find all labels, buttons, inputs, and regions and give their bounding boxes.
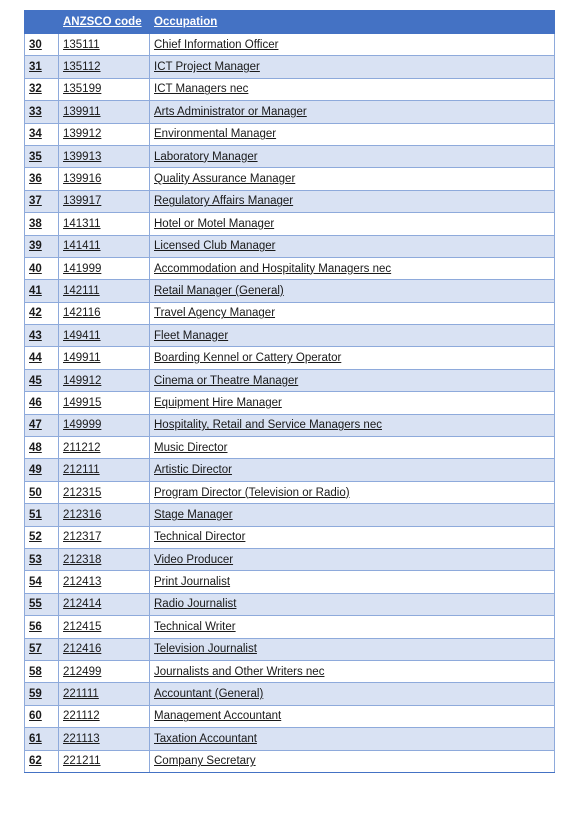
- row-number: 37: [25, 190, 59, 212]
- table-row: [25, 101, 555, 123]
- anzsco-code: 139917: [59, 190, 150, 212]
- row-number: 55: [25, 593, 59, 615]
- table-row: [25, 369, 555, 391]
- row-number: 54: [25, 571, 59, 593]
- row-number: 56: [25, 616, 59, 638]
- row-number: 41: [25, 280, 59, 302]
- table-row: [25, 459, 555, 481]
- row-number: 35: [25, 145, 59, 167]
- anzsco-code: 149911: [59, 347, 150, 369]
- occupation-name: Taxation Accountant: [150, 728, 555, 750]
- occupation-name: Technical Director: [150, 526, 555, 548]
- row-number: 44: [25, 347, 59, 369]
- row-number: 60: [25, 705, 59, 727]
- occupation-name: Journalists and Other Writers nec: [150, 660, 555, 682]
- row-number: 46: [25, 392, 59, 414]
- row-number: 57: [25, 638, 59, 660]
- occupation-name: Management Accountant: [150, 705, 555, 727]
- row-number: 51: [25, 504, 59, 526]
- anzsco-code: 221113: [59, 728, 150, 750]
- anzsco-code: 212317: [59, 526, 150, 548]
- row-number: 45: [25, 369, 59, 391]
- row-number: 62: [25, 750, 59, 772]
- anzsco-code: 139912: [59, 123, 150, 145]
- header-anzsco-code: ANZSCO code: [59, 11, 150, 34]
- occupation-name: Hotel or Motel Manager: [150, 213, 555, 235]
- table-row: [25, 683, 555, 705]
- table-row: [25, 302, 555, 324]
- table-row: [25, 168, 555, 190]
- table-row: [25, 504, 555, 526]
- table-row: [25, 325, 555, 347]
- table-row: [25, 56, 555, 78]
- anzsco-code: 135111: [59, 34, 150, 56]
- table-row: [25, 213, 555, 235]
- occupation-name: Regulatory Affairs Manager: [150, 190, 555, 212]
- occupation-name: Laboratory Manager: [150, 145, 555, 167]
- anzsco-code: 142116: [59, 302, 150, 324]
- row-number: 52: [25, 526, 59, 548]
- anzsco-code: 149915: [59, 392, 150, 414]
- row-number: 58: [25, 660, 59, 682]
- occupation-name: Program Director (Television or Radio): [150, 481, 555, 503]
- anzsco-code: 135199: [59, 78, 150, 100]
- anzsco-code: 139916: [59, 168, 150, 190]
- occupation-name: Hospitality, Retail and Service Managers nec: [150, 414, 555, 436]
- anzsco-code: 212499: [59, 660, 150, 682]
- occupation-name: Television Journalist: [150, 638, 555, 660]
- row-number: 50: [25, 481, 59, 503]
- anzsco-code: 149411: [59, 325, 150, 347]
- table-row: [25, 392, 555, 414]
- table-row: [25, 571, 555, 593]
- table-row: [25, 481, 555, 503]
- table-row: [25, 190, 555, 212]
- occupation-table: [24, 10, 555, 773]
- table-row: [25, 548, 555, 570]
- anzsco-code: 212315: [59, 481, 150, 503]
- occupation-name: Stage Manager: [150, 504, 555, 526]
- occupation-name: Accommodation and Hospitality Managers nec: [150, 257, 555, 279]
- occupation-name: Equipment Hire Manager: [150, 392, 555, 414]
- occupation-name: Quality Assurance Manager: [150, 168, 555, 190]
- table-row: [25, 750, 555, 772]
- table-row: [25, 414, 555, 436]
- table-row: [25, 145, 555, 167]
- anzsco-code: 212414: [59, 593, 150, 615]
- table-row: [25, 616, 555, 638]
- table-row: [25, 280, 555, 302]
- row-number: 40: [25, 257, 59, 279]
- row-number: 49: [25, 459, 59, 481]
- row-number: 31: [25, 56, 59, 78]
- table-row: [25, 526, 555, 548]
- occupation-name: Fleet Manager: [150, 325, 555, 347]
- table-row: [25, 123, 555, 145]
- anzsco-code: 212413: [59, 571, 150, 593]
- occupation-name: Chief Information Officer: [150, 34, 555, 56]
- row-number: 33: [25, 101, 59, 123]
- table-row: [25, 34, 555, 56]
- occupation-name: Company Secretary: [150, 750, 555, 772]
- header-number: [25, 11, 59, 34]
- table-header-row: [25, 11, 555, 34]
- table-row: [25, 660, 555, 682]
- row-number: 34: [25, 123, 59, 145]
- row-number: 59: [25, 683, 59, 705]
- occupation-name: Print Journalist: [150, 571, 555, 593]
- anzsco-code: 212416: [59, 638, 150, 660]
- occupation-name: Radio Journalist: [150, 593, 555, 615]
- anzsco-code: 141411: [59, 235, 150, 257]
- row-number: 30: [25, 34, 59, 56]
- anzsco-code: 212316: [59, 504, 150, 526]
- anzsco-code: 221111: [59, 683, 150, 705]
- row-number: 48: [25, 437, 59, 459]
- table-row: [25, 235, 555, 257]
- occupation-name: Retail Manager (General): [150, 280, 555, 302]
- row-number: 42: [25, 302, 59, 324]
- anzsco-code: 221211: [59, 750, 150, 772]
- row-number: 38: [25, 213, 59, 235]
- row-number: 43: [25, 325, 59, 347]
- table-row: [25, 257, 555, 279]
- row-number: 47: [25, 414, 59, 436]
- occupation-name: Licensed Club Manager: [150, 235, 555, 257]
- occupation-name: Artistic Director: [150, 459, 555, 481]
- anzsco-code: 212111: [59, 459, 150, 481]
- table-row: [25, 437, 555, 459]
- anzsco-code: 212415: [59, 616, 150, 638]
- occupation-name: Environmental Manager: [150, 123, 555, 145]
- occupation-name: ICT Managers nec: [150, 78, 555, 100]
- anzsco-code: 149912: [59, 369, 150, 391]
- anzsco-code: 141311: [59, 213, 150, 235]
- anzsco-code: 139913: [59, 145, 150, 167]
- anzsco-code: 142111: [59, 280, 150, 302]
- occupation-name: Cinema or Theatre Manager: [150, 369, 555, 391]
- table-row: [25, 705, 555, 727]
- occupation-name: Video Producer: [150, 548, 555, 570]
- anzsco-code: 135112: [59, 56, 150, 78]
- table-row: [25, 728, 555, 750]
- anzsco-code: 212318: [59, 548, 150, 570]
- table-row: [25, 593, 555, 615]
- occupation-name: Arts Administrator or Manager: [150, 101, 555, 123]
- table-body: [25, 34, 555, 773]
- header-occupation: Occupation: [150, 11, 555, 34]
- table-row: [25, 347, 555, 369]
- table-row: [25, 78, 555, 100]
- occupation-name: Boarding Kennel or Cattery Operator: [150, 347, 555, 369]
- row-number: 61: [25, 728, 59, 750]
- occupation-name: Music Director: [150, 437, 555, 459]
- anzsco-code: 141999: [59, 257, 150, 279]
- row-number: 32: [25, 78, 59, 100]
- anzsco-code: 139911: [59, 101, 150, 123]
- occupation-name: ICT Project Manager: [150, 56, 555, 78]
- anzsco-code: 221112: [59, 705, 150, 727]
- occupation-name: Travel Agency Manager: [150, 302, 555, 324]
- row-number: 36: [25, 168, 59, 190]
- row-number: 53: [25, 548, 59, 570]
- occupation-name: Accountant (General): [150, 683, 555, 705]
- anzsco-code: 211212: [59, 437, 150, 459]
- table-row: [25, 638, 555, 660]
- occupation-name: Technical Writer: [150, 616, 555, 638]
- anzsco-code: 149999: [59, 414, 150, 436]
- row-number: 39: [25, 235, 59, 257]
